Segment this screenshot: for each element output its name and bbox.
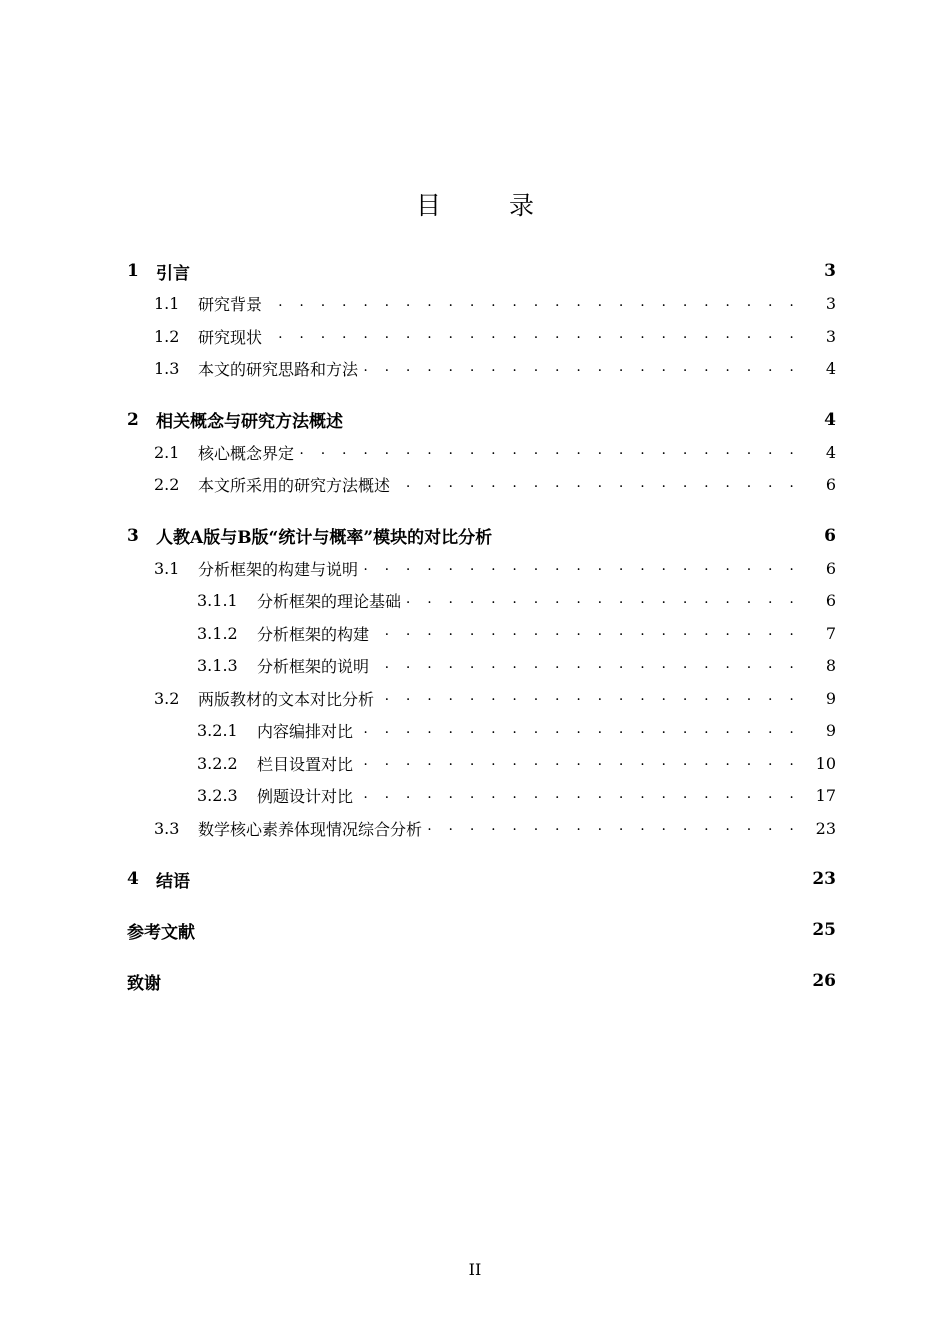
toc-entry[interactable] xyxy=(127,780,836,813)
toc-entry-title: 引言 xyxy=(156,263,190,284)
dot-leader xyxy=(359,753,804,773)
toc-entry-title: 本文的研究思路和方法 xyxy=(198,360,359,380)
dot-leader xyxy=(268,326,804,346)
dot-leader xyxy=(380,688,804,708)
toc-entry-page: 3 xyxy=(824,261,836,282)
toc-entry-page: 6 xyxy=(825,591,836,611)
toc-entry-title: 分析框架的理论基础 xyxy=(257,592,402,612)
toc-entry[interactable] xyxy=(127,404,836,437)
dot-leader xyxy=(364,558,804,578)
toc-entry-page: 23 xyxy=(812,869,836,890)
toc-entry-number: 3.2.1 xyxy=(197,721,238,741)
toc-entry-title: 数学核心素养体现情况综合分析 xyxy=(198,819,423,839)
toc-entry[interactable] xyxy=(127,650,836,683)
dot-leader xyxy=(407,591,804,611)
toc-entry-title: 致谢 xyxy=(127,973,161,994)
toc-entry-number: 1.1 xyxy=(154,294,180,314)
toc-entry-number: 3.1.1 xyxy=(197,591,238,611)
toc-entry-title: 结语 xyxy=(156,871,190,892)
toc-entry-page: 3 xyxy=(825,294,836,314)
dot-leader xyxy=(300,442,804,462)
toc-entry-number: 3.1.2 xyxy=(197,623,238,643)
toc-entry-title: 例题设计对比 xyxy=(257,787,354,807)
toc-entry-number: 2.2 xyxy=(154,475,180,495)
toc-entry-number: 1.3 xyxy=(154,359,180,379)
toc-entry[interactable] xyxy=(127,585,836,618)
table-of-contents xyxy=(127,255,836,998)
page-title: 目 录 xyxy=(416,191,564,220)
toc-entry-title: 两版教材的文本对比分析 xyxy=(198,689,375,709)
toc-entry-title: 核心概念界定 xyxy=(198,443,295,463)
toc-entry-page: 6 xyxy=(825,558,836,578)
toc-entry[interactable] xyxy=(127,288,836,321)
toc-entry[interactable] xyxy=(127,812,836,845)
toc-entry[interactable] xyxy=(127,863,836,896)
page-number: II xyxy=(468,1260,482,1279)
toc-entry-number: 3.2 xyxy=(154,688,180,708)
toc-entry-page: 9 xyxy=(825,721,836,741)
toc-entry-page: 3 xyxy=(825,326,836,346)
toc-entry[interactable] xyxy=(127,965,836,998)
toc-entry-number: 3.2.2 xyxy=(197,753,238,773)
toc-entry-title: 相关概念与研究方法概述 xyxy=(156,412,343,433)
toc-entry-title: 分析框架的构建与说明 xyxy=(198,559,359,579)
toc-entry-title: 参考文献 xyxy=(127,922,195,943)
toc-entry-page: 4 xyxy=(824,409,836,430)
toc-entry-page: 17 xyxy=(815,786,836,806)
toc-entry-title: 栏目设置对比 xyxy=(257,754,354,774)
toc-entry[interactable] xyxy=(127,255,836,288)
toc-entry-number: 4 xyxy=(127,869,139,890)
dot-leader xyxy=(268,294,804,314)
toc-entry-title: 分析框架的构建 xyxy=(257,624,370,644)
toc-entry-title: 分析框架的说明 xyxy=(257,657,370,677)
toc-entry-page: 7 xyxy=(825,623,836,643)
dot-leader xyxy=(375,623,804,643)
toc-entry[interactable] xyxy=(127,320,836,353)
toc-entry-number: 3 xyxy=(127,525,139,546)
toc-entry-page: 6 xyxy=(824,525,836,546)
toc-entry-number: 1 xyxy=(127,261,139,282)
toc-entry[interactable] xyxy=(127,552,836,585)
toc-entry[interactable] xyxy=(127,715,836,748)
toc-entry[interactable] xyxy=(127,353,836,386)
toc-entry-page: 9 xyxy=(825,688,836,708)
toc-entry-page: 26 xyxy=(812,971,836,992)
toc-entry-title: 内容编排对比 xyxy=(257,722,354,742)
toc-entry-page: 25 xyxy=(812,920,836,941)
toc-entry-page: 6 xyxy=(825,475,836,495)
toc-entry-page: 10 xyxy=(815,753,836,773)
toc-entry-page: 23 xyxy=(815,818,836,838)
toc-entry-page: 4 xyxy=(825,359,836,379)
toc-entry-title: 研究背景 xyxy=(198,295,263,315)
toc-entry-number: 3.2.3 xyxy=(197,786,238,806)
dot-leader xyxy=(428,818,804,838)
toc-entry[interactable] xyxy=(127,914,836,947)
dot-leader xyxy=(375,656,804,676)
toc-entry-number: 1.2 xyxy=(154,326,180,346)
toc-entry-page: 4 xyxy=(825,442,836,462)
toc-entry[interactable] xyxy=(127,747,836,780)
toc-entry[interactable] xyxy=(127,617,836,650)
toc-entry-page: 8 xyxy=(825,656,836,676)
toc-entry[interactable] xyxy=(127,520,836,553)
toc-entry-title: 研究现状 xyxy=(198,327,263,347)
dot-leader xyxy=(359,721,804,741)
toc-entry[interactable] xyxy=(127,469,836,502)
toc-entry-number: 3.1 xyxy=(154,558,180,578)
toc-entry-number: 3.1.3 xyxy=(197,656,238,676)
toc-entry-title: 人教A版与B版“统计与概率”模块的对比分析 xyxy=(156,528,493,549)
toc-entry[interactable] xyxy=(127,682,836,715)
dot-leader xyxy=(396,475,804,495)
dot-leader xyxy=(364,359,804,379)
dot-leader xyxy=(359,786,804,806)
toc-entry-number: 3.3 xyxy=(154,818,180,838)
toc-entry-number: 2 xyxy=(127,409,139,430)
toc-entry-number: 2.1 xyxy=(154,442,180,462)
toc-entry-title: 本文所采用的研究方法概述 xyxy=(198,476,391,496)
toc-entry[interactable] xyxy=(127,436,836,469)
